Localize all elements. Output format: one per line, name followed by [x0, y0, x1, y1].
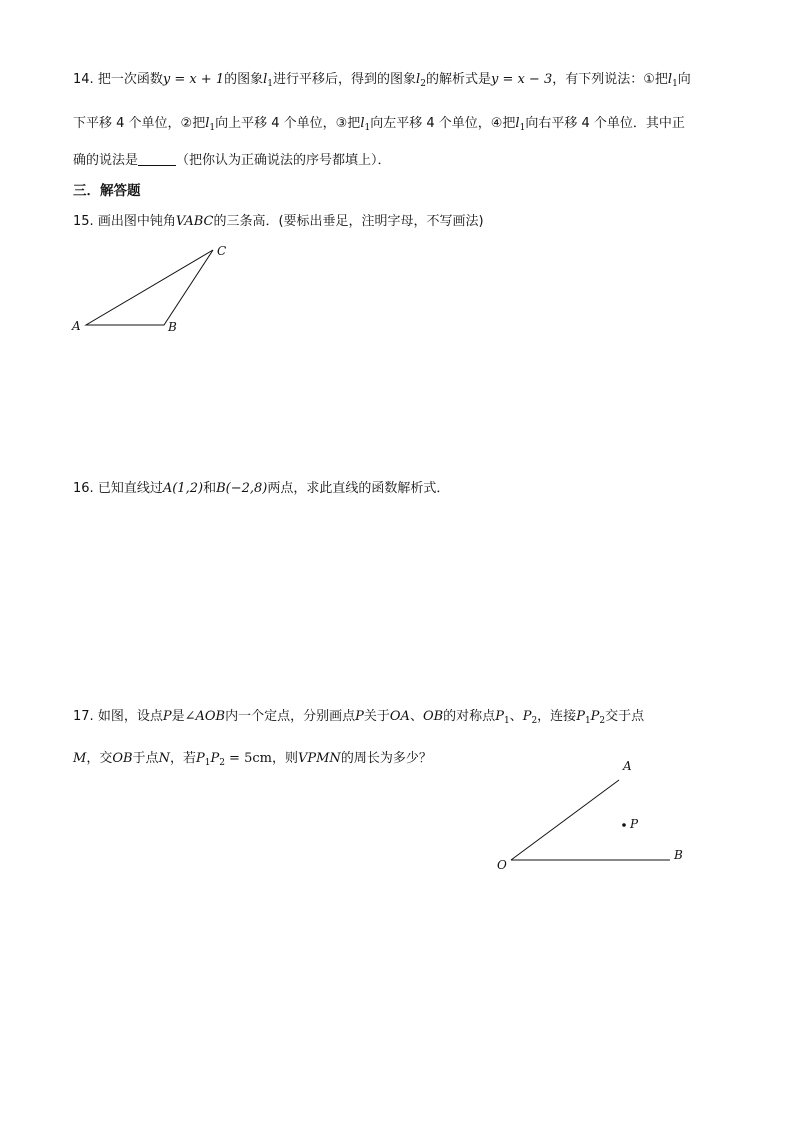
symbol: P: [355, 709, 364, 724]
label-a: A: [623, 759, 632, 773]
question-number: 16.: [73, 481, 94, 496]
text: 的周长为多少？: [340, 751, 432, 766]
formula: y = x + 1: [162, 72, 225, 87]
subscript: 1: [267, 79, 274, 89]
subscript: 1: [584, 716, 591, 726]
text: 已知直线过: [97, 481, 163, 496]
angle-aob-figure: [497, 759, 683, 872]
triangle-abc-figure: [71, 244, 226, 334]
symbol: M: [73, 751, 87, 766]
text: ，交: [86, 751, 113, 766]
symbol: P: [195, 751, 205, 766]
question-number: 17.: [73, 709, 94, 724]
symbol: l: [263, 72, 268, 87]
question-number: 14.: [73, 72, 94, 87]
point-p: [622, 823, 626, 827]
label-b: B: [674, 848, 683, 862]
length-value: = 5cm: [224, 751, 272, 766]
label-b: B: [168, 320, 177, 334]
subscript: 1: [672, 79, 678, 89]
formula: y = x − 3: [490, 72, 553, 87]
q17-line-2: [73, 750, 432, 768]
text: 两点，求此直线的函数解析式．: [267, 481, 450, 496]
triangle-symbol: VPMN: [297, 751, 341, 766]
subscript: 1: [204, 758, 211, 768]
subscript: 2: [219, 758, 225, 768]
text: 画出图中钝角: [97, 214, 176, 229]
text: 交于点: [605, 709, 645, 724]
symbol: OA: [389, 709, 410, 724]
symbol: P: [495, 709, 504, 724]
text: 把一次函数: [97, 72, 163, 87]
symbol: l: [515, 116, 520, 131]
text: 的解析式是: [425, 72, 491, 87]
subscript: 1: [364, 123, 371, 133]
text: 的对称点: [443, 709, 496, 724]
label-a: A: [72, 319, 81, 333]
point-b-coords: B(−2,8): [216, 481, 268, 496]
text: 的三条高．(要标出垂足，注明字母，不写画法): [213, 214, 484, 229]
q16-line-1: [73, 480, 449, 498]
text: ，有下列说法：①把: [552, 72, 668, 87]
symbol: l: [667, 72, 673, 87]
text: 、: [509, 709, 523, 724]
text: 向上平移 4 个单位，③把: [215, 116, 361, 131]
symbol: N: [158, 751, 170, 766]
ray-oa: [511, 780, 619, 860]
symbol: P: [522, 709, 532, 724]
question-number: 15.: [73, 214, 94, 229]
subscript: 2: [531, 716, 538, 726]
text: ，连接: [537, 709, 577, 724]
text: ，则: [271, 751, 298, 766]
text: 于点: [132, 751, 159, 766]
symbol: l: [360, 116, 365, 131]
text: 内一个定点，分别画点: [225, 709, 356, 724]
symbol: P: [576, 709, 585, 724]
text: 向左平移 4 个单位，④把: [370, 116, 516, 131]
triangle-abc: [86, 250, 213, 325]
text: ，若: [169, 751, 196, 766]
label-o: O: [497, 858, 507, 872]
text: （把你认为正确说法的序号都填上）．: [176, 153, 391, 168]
text: 是: [171, 709, 185, 724]
label-c: C: [217, 244, 227, 258]
angle-symbol: ∠AOB: [184, 709, 226, 724]
text: 向: [677, 72, 691, 87]
symbol: l: [416, 72, 421, 87]
subscript: 1: [519, 123, 526, 133]
symbol: OB: [422, 709, 444, 724]
text: 如图，设点: [97, 709, 163, 724]
triangle-symbol: VABC: [175, 214, 214, 229]
text: 进行平移后，得到的图象: [273, 72, 417, 87]
symbol: l: [205, 116, 210, 131]
text: 向右平移 4 个单位．其中正: [525, 116, 685, 131]
label-p: P: [630, 817, 639, 831]
text: 、: [409, 709, 423, 724]
symbol: P: [590, 709, 600, 724]
text: 确的说法是: [73, 153, 139, 168]
section-heading: 三．解答题: [73, 183, 141, 199]
subscript: 2: [599, 716, 606, 726]
text: 和: [203, 481, 217, 496]
text: 下平移 4 个单位，②把: [73, 116, 206, 131]
text: 的图象: [224, 72, 264, 87]
subscript: 2: [420, 79, 426, 89]
symbol: P: [210, 751, 220, 766]
symbol: OB: [112, 751, 133, 766]
symbol: P: [162, 709, 172, 724]
q17-line-1: [73, 708, 644, 726]
point-a-coords: A(1,2): [162, 481, 204, 496]
subscript: 1: [209, 123, 216, 133]
text: 关于: [363, 709, 390, 724]
subscript: 1: [503, 716, 510, 726]
